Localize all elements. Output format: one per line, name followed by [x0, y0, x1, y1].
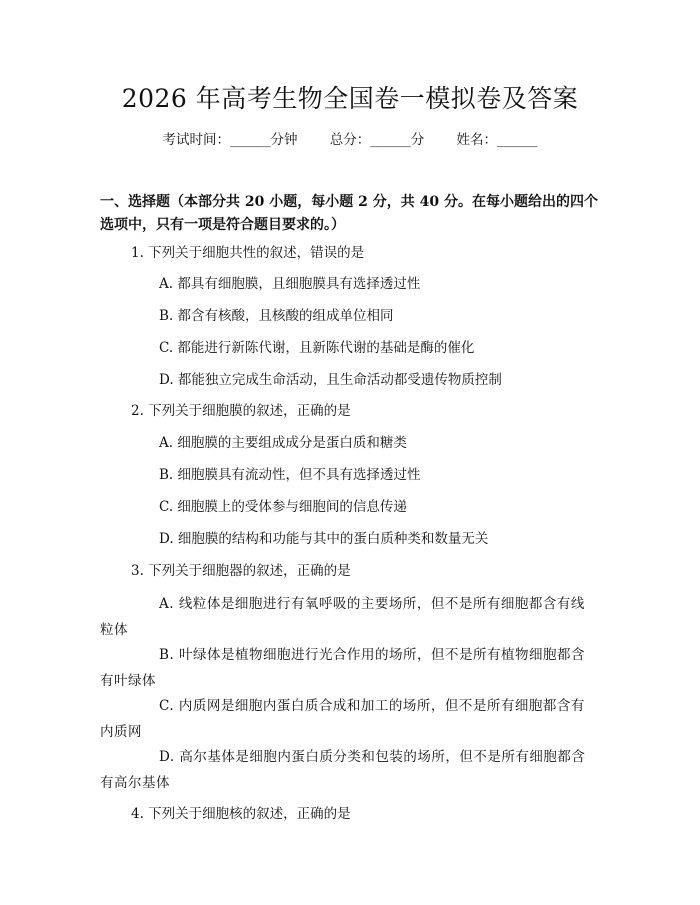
question-option: B. 叶绿体是植物细胞进行光合作用的场所，但不是所有植物细胞都含有叶绿体 [100, 647, 586, 689]
question-option: D. 都能独立完成生命活动，且生命活动都受遗传物质控制 [159, 372, 502, 388]
question-option: C. 内质网是细胞内蛋白质合成和加工的场所，但不是所有细胞都含有内质网 [100, 698, 585, 740]
page-title: 2026 年高考生物全国卷一模拟卷及答案 [121, 84, 579, 113]
question-option: A. 细胞膜的主要组成成分是蛋白质和糖类 [159, 435, 407, 451]
question-option: A. 线粒体是细胞进行有氧呼吸的主要场所，但不是所有细胞都含有线粒体 [100, 596, 585, 638]
question-option: D. 高尔基体是细胞内蛋白质分类和包装的场所，但不是所有细胞都含有高尔基体 [100, 749, 586, 791]
question-stem: 3. 下列关于细胞器的叙述，正确的是 [131, 563, 351, 579]
section-heading: 一、选择题（本部分共 20 小题，每小题 2 分，共 40 分。在每小题给出的四个选项中，只有一项是符合题目要求的。） [100, 194, 598, 233]
question-stem: 1. 下列关于细胞共性的叙述，错误的是 [131, 245, 365, 261]
student-name-field: 姓名：______ [456, 132, 538, 148]
exam-info-line [0, 130, 700, 150]
question-option: A. 都具有细胞膜，且细胞膜具有选择透过性 [159, 276, 421, 292]
question-stem: 4. 下列关于细胞核的叙述，正确的是 [131, 806, 351, 822]
question-stem: 2. 下列关于细胞膜的叙述，正确的是 [131, 403, 351, 419]
question-option: C. 细胞膜上的受体参与细胞间的信息传递 [159, 499, 407, 515]
total-score-field: 总分：______分 [329, 132, 425, 148]
question-option: B. 都含有核酸，且核酸的组成单位相同 [159, 308, 394, 324]
question-option: B. 细胞膜具有流动性，但不具有选择透过性 [159, 467, 421, 483]
exam-time-field: 考试时间：______分钟 [162, 132, 298, 148]
question-option: D. 细胞膜的结构和功能与其中的蛋白质种类和数量无关 [159, 531, 489, 547]
question-option: C. 都能进行新陈代谢，且新陈代谢的基础是酶的催化 [159, 340, 475, 356]
